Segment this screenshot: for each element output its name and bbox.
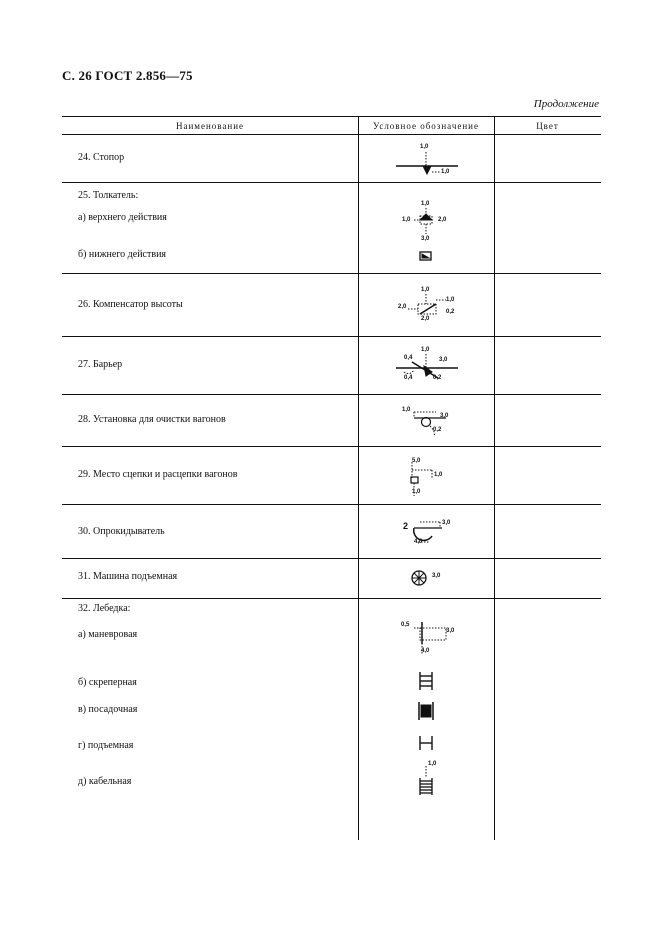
dim-label: 3,0: [442, 520, 451, 526]
dim-label: 3,0: [421, 236, 430, 242]
dim-label: 2,0: [421, 316, 430, 322]
dim-label: 1,0: [421, 201, 430, 207]
column-header-symbol: Условное обозначение: [373, 121, 479, 131]
winch-maneuvering-symbol: [414, 622, 446, 654]
row-name-25b: б) нижнего действия: [78, 249, 167, 260]
pusher-top-symbol: [414, 208, 432, 234]
row-name-32a: а) маневровая: [78, 629, 138, 640]
dim-label: 1,0: [420, 144, 429, 150]
dim-label: 1,0: [428, 761, 437, 767]
dim-label: 0,2: [446, 309, 455, 315]
row-name-25: 25. Толкатель:: [78, 190, 139, 201]
height-compensator-symbol: [408, 294, 446, 314]
winch-lifting-symbol: [420, 736, 432, 750]
row-name-26: 26. Компенсатор высоты: [78, 299, 183, 310]
continuation-label: Продолжение: [533, 98, 599, 110]
dim-label: 3,0: [446, 628, 455, 634]
winch-landing-symbol: [419, 702, 433, 720]
row-name-32v: в) посадочная: [78, 704, 138, 715]
winch-scraper-symbol: [420, 672, 432, 690]
dim-label: 1,0: [402, 407, 411, 413]
lifting-machine-symbol: [412, 571, 426, 585]
dim-label: 3,0: [432, 573, 441, 579]
row-name-32d: д) кабельная: [78, 776, 132, 787]
dim-label: 5,0: [412, 458, 421, 464]
dim-label: 0,4: [404, 355, 413, 361]
dim-label: 0,2: [433, 375, 442, 381]
dim-label: 2,0: [438, 217, 447, 223]
pusher-bottom-symbol: [420, 252, 431, 260]
row-name-24: 24. Стопор: [78, 152, 125, 163]
dim-label: 2: [403, 521, 409, 531]
dim-label: 1,0: [402, 217, 411, 223]
row-name-28: 28. Установка для очистки вагонов: [78, 414, 226, 425]
dim-label: 1,0: [441, 169, 450, 175]
dim-label: 4,0: [414, 539, 423, 545]
row-name-27: 27. Барьер: [78, 359, 123, 370]
row-name-29: 29. Место сцепки и расцепки вагонов: [78, 469, 238, 480]
page-title: С. 26 ГОСТ 2.856—75: [62, 68, 193, 83]
row-name-31: 31. Машина подъемная: [78, 571, 178, 582]
row-name-25a: а) верхнего действия: [78, 212, 167, 223]
row-name-30: 30. Опрокидыватель: [78, 526, 165, 537]
row-name-32b: б) скреперная: [78, 677, 137, 688]
dim-label: 3,0: [439, 357, 448, 363]
dim-label: 2,0: [398, 304, 407, 310]
dim-label: 0,5: [401, 622, 410, 628]
dim-label: 1,0: [421, 347, 430, 353]
winch-cable-symbol: [420, 766, 432, 795]
dim-label: 1,0: [434, 472, 443, 478]
dim-label: 4,0: [421, 648, 430, 654]
row-name-32g: г) подъемная: [78, 740, 134, 751]
column-header-name: Наименование: [175, 121, 245, 131]
column-header-color: Цвет: [536, 121, 559, 131]
row-name-32: 32. Лебедка:: [78, 603, 131, 614]
dim-label: 3,0: [440, 413, 449, 419]
dim-label: 0,2: [433, 427, 442, 433]
dim-label: 0,4: [404, 375, 413, 381]
dim-label: 1,0: [446, 297, 455, 303]
dim-label: 1,0: [412, 489, 421, 495]
dim-label: 1,0: [421, 287, 430, 293]
